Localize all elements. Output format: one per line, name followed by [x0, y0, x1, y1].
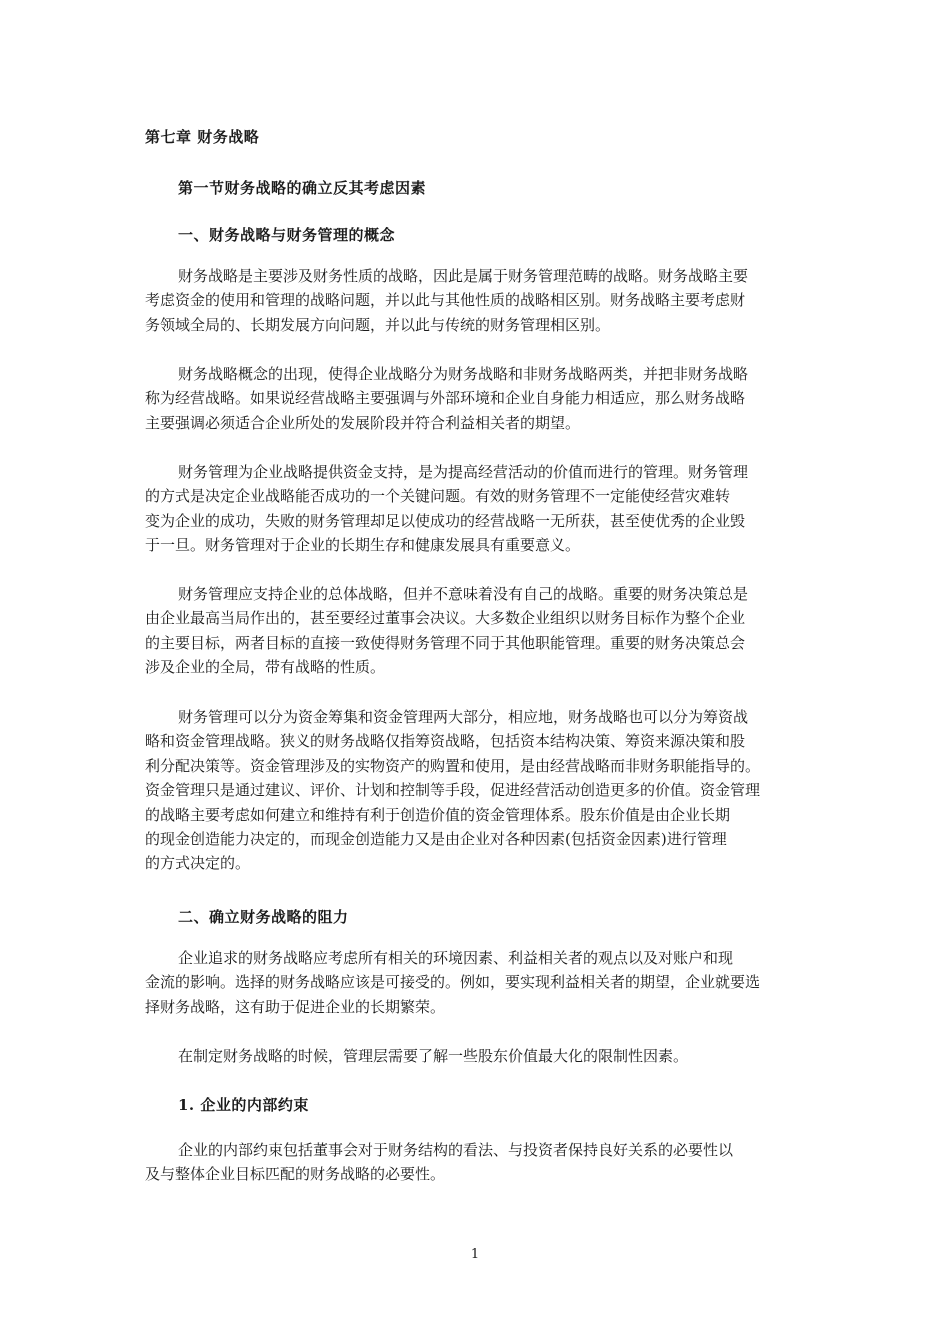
heading-concepts: 一、财务战略与财务管理的概念 [178, 226, 396, 244]
paragraph-line: 财务管理应支持企业的总体战略，但并不意味着没有自己的战略。重要的财务决策总是 [178, 585, 749, 603]
paragraph-8 [145, 1138, 825, 1187]
paragraph-line: 企业追求的财务战略应考虑所有相关的环境因素、利益相关者的观点以及对账户和现 [178, 949, 734, 967]
paragraph-line: 由企业最高当局作出的，甚至要经过董事会决议。大多数企业组织以财务目标作为整个企业 [145, 609, 746, 628]
paragraph-line: 略和资金管理战略。狭义的财务战略仅指筹资战略，包括资本结构决策、筹资来源决策和股 [145, 732, 746, 751]
paragraph-line: 的战略主要考虑如何建立和维持有利于创造价值的资金管理体系。股东价值是由企业长期 [145, 805, 731, 824]
paragraph-line: 金流的影响。选择的财务战略应该是可接受的。例如，要实现利益相关者的期望，企业就要选 [145, 973, 761, 992]
paragraph-4 [145, 582, 825, 680]
paragraph-7 [145, 1044, 825, 1068]
paragraph-line: 主要强调必须适合企业所处的发展阶段并符合利益相关者的期望。 [145, 413, 581, 432]
paragraph-1 [145, 264, 825, 337]
paragraph-line: 变为企业的成功，失败的财务管理却足以使成功的经营战略一无所获，甚至使优秀的企业毁 [145, 511, 746, 530]
paragraph-line: 财务战略是主要涉及财务性质的战略，因此是属于财务管理范畴的战略。财务战略主要 [178, 267, 749, 285]
heading-internal-constraints: 1. 企业的内部约束 [178, 1096, 309, 1114]
paragraph-line: 利分配决策等。资金管理涉及的实物资产的购置和使用，是由经营战略而非财务职能指导的。 [145, 756, 761, 775]
chapter-title: 第七章 财务战略 [145, 128, 260, 146]
paragraph-line: 的主要目标，两者目标的直接一致使得财务管理不同于其他职能管理。重要的财务决策总会 [145, 633, 746, 652]
paragraph-line: 择财务战略，这有助于促进企业的长期繁荣。 [145, 997, 446, 1016]
paragraph-line: 财务战略概念的出现，使得企业战略分为财务战略和非财务战略两类，并把非财务战略 [178, 365, 749, 383]
paragraph-line: 企业的内部约束包括董事会对于财务结构的看法、与投资者保持良好关系的必要性以 [178, 1141, 734, 1159]
section-title: 第一节财务战略的确立反其考虑因素 [178, 179, 427, 197]
paragraph-line: 财务管理为企业战略提供资金支持，是为提高经营活动的价值而进行的管理。财务管理 [178, 463, 749, 481]
paragraph-line: 考虑资金的使用和管理的战略问题，并以此与其他性质的战略相区别。财务战略主要考虑财 [145, 291, 746, 310]
paragraph-5 [145, 705, 825, 876]
paragraph-line: 资金管理只是通过建议、评价、计划和控制等手段，促进经营活动创造更多的价值。资金管理 [145, 781, 761, 800]
paragraph-line: 的方式决定的。 [145, 854, 251, 873]
paragraph-3 [145, 460, 825, 558]
paragraph-line: 的方式是决定企业战略能否成功的一个关键问题。有效的财务管理不一定能使经营灾难转 [145, 487, 731, 506]
paragraph-line: 称为经营战略。如果说经营战略主要强调与外部环境和企业自身能力相适应，那么财务战略 [145, 389, 746, 408]
paragraph-line: 在制定财务战略的时候，管理层需要了解一些股东价值最大化的限制性因素。 [178, 1047, 689, 1065]
paragraph-line: 涉及企业的全局，带有战略的性质。 [145, 658, 386, 677]
paragraph-line: 及与整体企业目标匹配的财务战略的必要性。 [145, 1165, 446, 1184]
paragraph-line: 财务管理可以分为资金筹集和资金管理两大部分，相应地，财务战略也可以分为筹资战 [178, 708, 749, 726]
heading-resistance: 二、确立财务战略的阻力 [178, 908, 349, 926]
paragraph-2 [145, 362, 825, 435]
paragraph-line: 于一旦。财务管理对于企业的长期生存和健康发展具有重要意义。 [145, 536, 581, 555]
paragraph-line: 务领域全局的、长期发展方向问题，并以此与传统的财务管理相区别。 [145, 315, 611, 334]
paragraph-6 [145, 946, 825, 1019]
paragraph-line: 的现金创造能力决定的，而现金创造能力又是由企业对各种因素(包括资金因素)进行管理 [145, 829, 727, 848]
page-number: 1 [470, 1247, 480, 1262]
